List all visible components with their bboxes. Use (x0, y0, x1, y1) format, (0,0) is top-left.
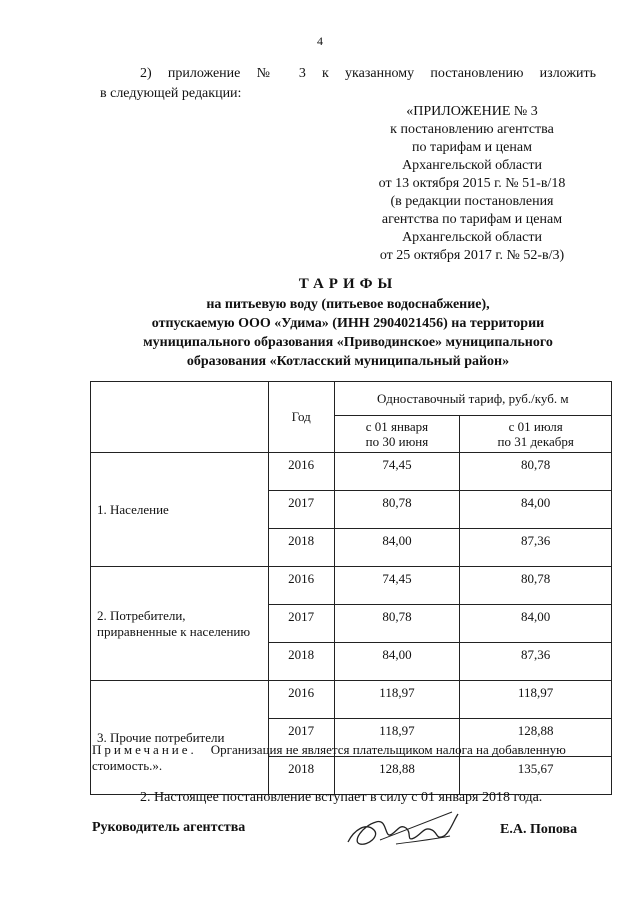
tariff-table (90, 381, 612, 795)
appendix-line: Архангельской области (402, 230, 542, 245)
tariff-value: 74,45 (334, 453, 460, 491)
title-line: на питьевую воду (питьевое водоснабжение), (206, 297, 490, 312)
group-label: приравненные к населению (97, 623, 251, 639)
tariff-value: 80,78 (460, 567, 612, 605)
signatory-name: Е.А. Попова (500, 822, 578, 837)
page-number: 4 (317, 34, 323, 48)
period-2-from: с 01 июля (508, 419, 563, 434)
appendix-line: к постановлению агентства (390, 122, 554, 137)
year-cell: 2016 (268, 567, 334, 605)
table-row (91, 681, 612, 719)
tariff-value: 128,88 (334, 757, 460, 795)
consumer-group-3 (91, 681, 269, 795)
year-cell: 2017 (268, 719, 334, 757)
appendix-line: Архангельской области (402, 158, 542, 173)
tariff-value: 128,88 (460, 719, 612, 757)
period-1-to: по 30 июня (365, 434, 429, 449)
title-line: образования «Котласский муниципальный район» (186, 354, 510, 369)
tariff-value: 80,78 (334, 605, 460, 643)
tariff-value: 118,97 (334, 719, 460, 757)
header-period-2 (460, 416, 612, 453)
header-tariff: Одноставочный тариф, руб./куб. м (334, 382, 611, 416)
tariff-value: 84,00 (334, 529, 460, 567)
appendix-line: агентства по тарифам и ценам (381, 212, 563, 227)
year-cell: 2018 (268, 757, 334, 795)
tariff-value: 80,78 (334, 491, 460, 529)
appendix-reference (352, 103, 592, 265)
closing-paragraph: 2. Настоящее постановление вступает в силу с 01 января 2018 года. (140, 790, 543, 805)
year-cell: 2017 (268, 491, 334, 529)
appendix-line: от 25 октября 2017 г. № 52-в/3) (379, 248, 565, 263)
period-1-from: с 01 января (365, 419, 429, 434)
table-note (92, 742, 612, 774)
note-label: Примечание. (92, 742, 197, 757)
tariff-value: 87,36 (460, 529, 612, 567)
signatory-title: Руководитель агентства (92, 820, 246, 835)
tariff-value: 84,00 (334, 643, 460, 681)
header-period-1 (334, 416, 460, 453)
header-year: Год (268, 382, 334, 453)
intro-line-1: 2) приложение № 3 к указанному постановлению изложить (140, 66, 596, 81)
title-line: муниципального образования «Приводинское» муниципального (143, 335, 553, 350)
year-cell: 2016 (268, 453, 334, 491)
period-2-to: по 31 декабря (497, 434, 574, 449)
consumer-group-2 (91, 567, 269, 681)
group-label: 3. Прочие потребители (97, 729, 225, 745)
tariff-value: 118,97 (334, 681, 460, 719)
appendix-line: (в редакции постановления (390, 194, 554, 209)
tariff-value: 84,00 (460, 605, 612, 643)
title-main: ТАРИФЫ (298, 276, 398, 292)
tariff-value: 118,97 (460, 681, 612, 719)
tariff-value: 74,45 (334, 567, 460, 605)
tariff-value: 135,67 (460, 757, 612, 795)
group-label: 1. Население (97, 501, 169, 517)
title-line: отпускаемую ООО «Удима» (ИНН 2904021456) на территории (151, 316, 545, 331)
year-cell: 2016 (268, 681, 334, 719)
year-cell: 2018 (268, 529, 334, 567)
tariff-value: 84,00 (460, 491, 612, 529)
note-text: Организация не является плательщиком налога на добавленную стоимость.». (92, 742, 566, 773)
appendix-line: «ПРИЛОЖЕНИЕ № 3 (406, 104, 538, 119)
table-row (91, 567, 612, 605)
tariff-value: 87,36 (460, 643, 612, 681)
appendix-line: от 13 октября 2015 г. № 51-в/18 (378, 176, 566, 191)
intro-line-2: в следующей редакции: (100, 86, 242, 101)
group-label: 2. Потребители, (97, 607, 186, 623)
consumer-group-1 (91, 453, 269, 567)
appendix-line: по тарифам и ценам (412, 140, 532, 155)
table-row (91, 453, 612, 491)
handwritten-signature (340, 800, 470, 860)
document-title (100, 275, 596, 371)
intro-paragraph (100, 64, 596, 104)
header-empty (91, 382, 269, 453)
year-cell: 2018 (268, 643, 334, 681)
tariff-value: 80,78 (460, 453, 612, 491)
year-cell: 2017 (268, 605, 334, 643)
